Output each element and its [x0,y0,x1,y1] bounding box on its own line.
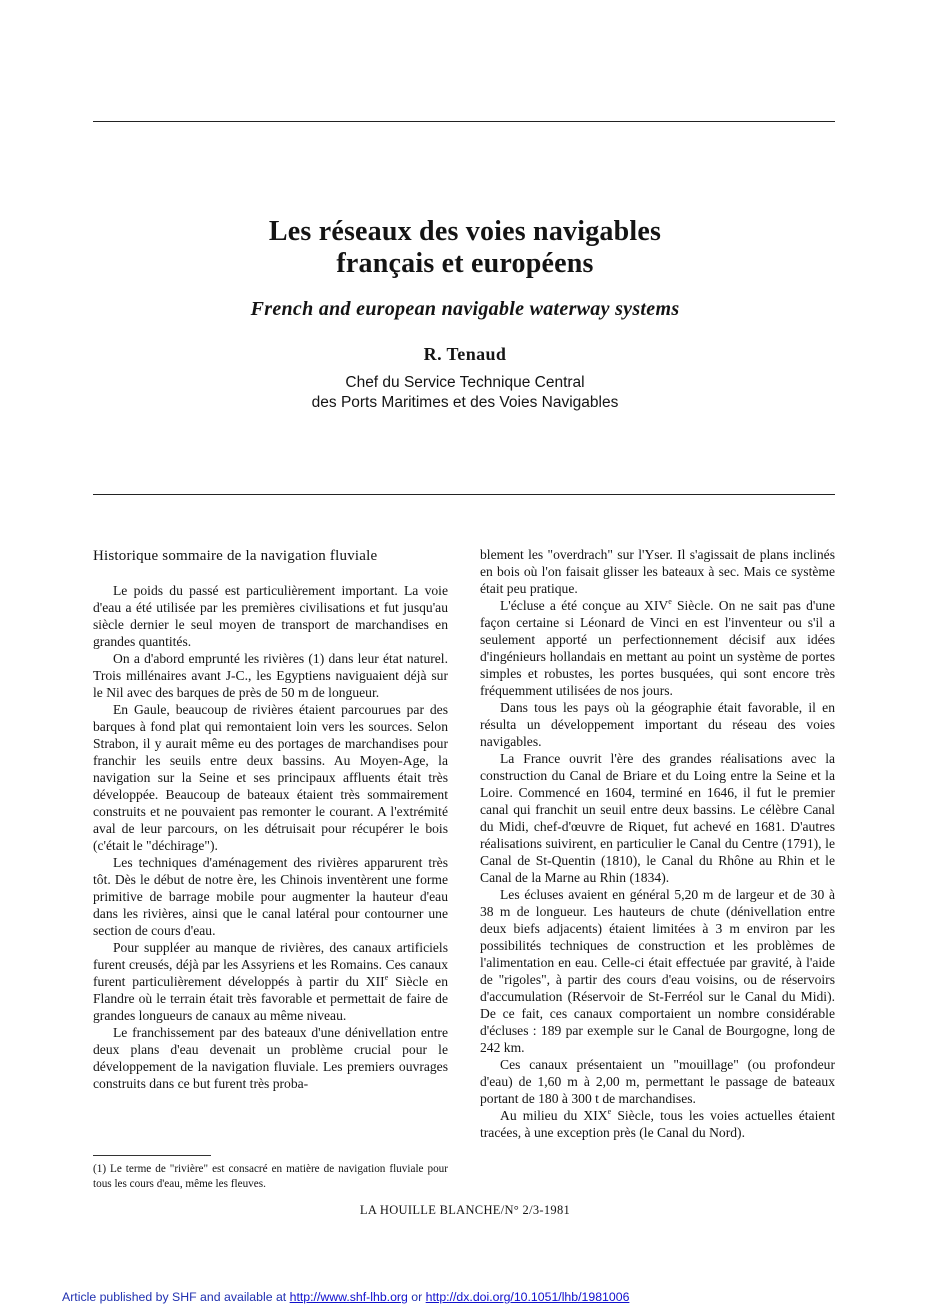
paragraph: En Gaule, beaucoup de rivières étaient parcourues par des barques à fond plat qui remontaient loin vers les sources. Selon Strabon, il y aurait même eu des portages de marchandises pour franchir les seuils entre deux bassins. Au Moyen-Age, la navigation sur la Seine et ses principaux affluents était très développée. Beaucoup de bateaux étaient très sommairement construits et ne pouvaient pas remonter le courant. A l'extrémité aval de leur parcours, on les détruisait pour récupérer le bois (c'était le "déchirage"). [93,702,448,853]
paragraph [480,1107,835,1141]
footnote: (1) Le terme de "rivière" est consacré en matière de navigation fluviale pour tous les cours d'eau, même les fleuves. [93,1163,448,1190]
paragraph-text: Au milieu du XIX [500,1108,608,1123]
paragraph-text: L'écluse a été conçue au XIV [500,598,669,613]
paragraph: On a d'abord emprunté les rivières (1) dans leur état naturel. Trois millénaires avant J-C., les Egyptiens naviguaient déjà sur le Nil avec des barques de près de 50 m de longueur. [93,651,448,700]
section-heading: Historique sommaire de la navigation fluviale [93,548,378,564]
paragraph-text: Siècle, tous les voies actuelles étaient tracées, à une exception près (le Canal du Nord). [480,1108,835,1140]
paragraph [93,939,448,1024]
superscript: e [384,973,389,982]
paragraph-continuation: blement les "overdrach" sur l'Yser. Il s'agissait de plans inclinés en bois où l'on faisait glisser les bateaux à sec. Mais ce système était peu pratique. [480,547,835,596]
author-affiliation-line-2: des Ports Maritimes et des Voies Navigables [311,394,619,411]
article-subtitle: French and european navigable waterway systems [250,298,680,320]
article-title-line-1: Les réseaux des voies navigables [268,216,662,247]
paragraph: Les techniques d'aménagement des rivières apparurent très tôt. Dès le début de notre ère, les Chinois inventèrent une forme primitive de barrage mobile pour augmenter la hauteur d'eau dans les rivières, ainsi que le canal latéral pour contourner une section de cours d'eau. [93,855,448,938]
paragraph: Le poids du passé est particulièrement important. La voie d'eau a été utilisée par les premières civilisations et fut jusqu'au siècle dernier le seul moyen de transport de marchandises en grandes quantités. [93,583,448,649]
paragraph: Dans tous les pays où la géographie était favorable, il en résulta un développement important du réseau des voies navigables. [480,700,835,749]
author-name: R. Tenaud [423,344,507,364]
right-column [480,546,835,1141]
doi-link[interactable]: http://dx.doi.org/10.1051/lhb/1981006 [425,1290,630,1304]
publisher-note [62,1290,629,1305]
superscript: e [668,597,672,606]
paragraph: Les écluses avaient en général 5,20 m de largeur et de 30 à 38 m de longueur. Les hauteurs de chute (dénivellation entre deux biefs adjacents) étaient limitées à 3 m environ par les possibilités techniques de construction et les problèmes de l'alimentation en eau. Celle-ci était effectuée par gravité, à l'aide de "rigoles", à partir des cours d'eau voisins, ou de réservoirs d'accumulation (Réservoir de St-Ferréol sur le Canal du Midi). De ce fait, ces canaux comportaient un nombre considérable d'écluses : 189 par exemple sur le Canal de Bourgogne, long de 242 km. [480,887,835,1055]
footnote-rule [93,1155,211,1156]
paragraph: La France ouvrit l'ère des grandes réalisations avec la construction du Canal de Briare et du Loing entre la Seine et la Loire. Commencé en 1604, terminé en 1646, il fut le premier canal qui franchit un seuil entre deux bassins. Le célèbre Canal du Midi, chef-d'œuvre de Riquet, fut achevé en 1681. D'autres réalisations suivirent, en particulier le Canal du Centre (1791), le Canal de St-Quentin (1810), le Canal du Rhône au Rhin et le Canal de la Marne au Rhin (1834). [480,751,835,885]
superscript: e [607,1107,612,1116]
shf-website-link[interactable]: http://www.shf-lhb.org [289,1290,408,1304]
journal-reference: LA HOUILLE BLANCHE/N° 2/3-1981 [359,1203,571,1217]
paragraph: Le franchissement par des bateaux d'une dénivellation entre deux plans d'eau devenait un problème crucial pour le développement de la navigation fluviale. Les premiers ouvrages construits dans ce but furent très proba- [93,1025,448,1091]
left-column [93,546,448,1092]
paragraph-text: Siècle en Flandre où le terrain était très favorable et permettait de faire de grandes longueurs de canaux au même niveau. [93,974,449,1023]
paragraph-text: Siècle. On ne sait pas d'une façon certaine si Léonard de Vinci en est l'inventeur ou s'il a seulement apporté un perfectionnement décisif aux idées d'ingénieurs hollandais en mettant au point un système de portes simples et robustes, les portes busquées, qui sont encore très fréquemment utilisées de nos jours. [480,598,835,698]
publisher-note-text: or [407,1290,426,1304]
article-title-line-2: français et européens [336,248,594,279]
publisher-note-text: Article published by SHF and available at [62,1290,290,1304]
author-affiliation-line-1: Chef du Service Technique Central [345,374,585,391]
header-separator-rule [93,494,835,495]
paragraph-text: Pour suppléer au manque de rivières, des canaux artificiels furent creusés, déjà par les Assyriens et les Romains. Ces canaux furent particulièrement développés à partir du XII [93,940,448,989]
paragraph [480,597,835,699]
top-rule [93,121,835,122]
paragraph: Ces canaux présentaient un "mouillage" (ou profondeur d'eau) de 1,60 m à 2,00 m, permettant le passage de bateaux portant de 180 à 300 t de marchandises. [480,1057,835,1106]
